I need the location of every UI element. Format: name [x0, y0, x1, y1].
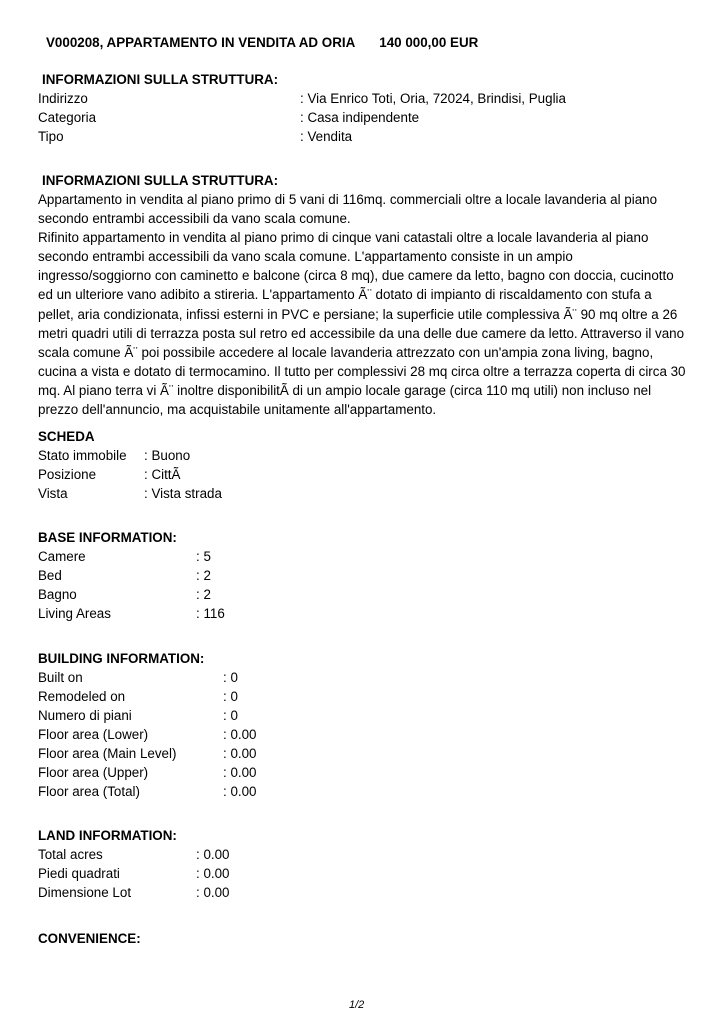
scheda-section [38, 427, 698, 503]
land-value: : 0.00 [196, 885, 230, 900]
base-row [38, 547, 698, 566]
building-label: Floor area (Main Level) [38, 746, 177, 761]
building-label: Floor area (Lower) [38, 727, 149, 742]
convenience-heading: CONVENIENCE: [38, 931, 141, 946]
listing-title [46, 35, 478, 50]
land-value: : 0.00 [196, 847, 230, 862]
description-paragraph: Rifinito appartamento in vendita al piano primo di cinque vani catastali oltre a locale lavanderia al piano secondo entrambi accessibili da vano scala comune. L'appartamento consiste in un ampio ingresso/soggiorno con caminetto e balcone (circa 8 mq), due camere da letto, bagno con doccia, cucinotto ed un ulteriore vano adibito a stireria. L'appartamento Ã¨ dotato di impianto di riscaldamento con stufa a pellet, aria condizionata, infissi esterni in PVC e persiane; la superficie utile complessiva Ã¨ 90 mq oltre a 26 metri quadri utili di terrazza posta sul retro ed accessibile da una delle due camere da letto. Attraverso il vano scala comune Ã¨ poi possibile accedere al locale lavanderia attrezzato con un'ampia zona living, bagno, cucina a vista e dotato di termocamino. Il tutto per complessivi 28 mq circa oltre a terrazza coperta di circa 30 mq. Al piano terra vi Ã¨ inoltre disponibilitÃ di un ampio locale garage (circa 110 mq utili) non incluso nel prezzo dell'annuncio, ma acquistabile unitamente all'appartamento. [38, 230, 686, 418]
building-row [38, 782, 698, 801]
base-label: Camere [38, 549, 86, 564]
convenience-section [38, 929, 698, 948]
scheda-row [38, 484, 698, 503]
building-row [38, 687, 698, 706]
description-paragraph: Appartamento in vendita al piano primo di 5 vani di 116mq. commerciali oltre a locale lavanderia al piano secondo entrambi accessibili da vano scala comune. [38, 192, 658, 227]
building-row [38, 744, 698, 763]
info-row [38, 89, 698, 108]
land-row [38, 864, 698, 883]
description-body [38, 190, 688, 419]
land-label: Piedi quadrati [38, 866, 120, 881]
listing-code-title: V000208, APPARTAMENTO IN VENDITA AD ORIA [46, 35, 356, 50]
base-value: : 2 [196, 568, 211, 583]
land-label: Dimensione Lot [38, 885, 132, 900]
building-label: Floor area (Total) [38, 784, 140, 799]
land-value: : 0.00 [196, 866, 230, 881]
base-value: : 5 [196, 549, 211, 564]
base-label: Bed [38, 568, 62, 583]
building-label: Built on [38, 670, 83, 685]
scheda-label: Stato immobile [38, 448, 127, 463]
base-information-heading: BASE INFORMATION: [38, 530, 177, 545]
building-value: : 0.00 [223, 784, 257, 799]
land-row [38, 845, 698, 864]
scheda-label: Vista [38, 486, 68, 501]
base-value: : 116 [196, 606, 225, 621]
building-row [38, 706, 698, 725]
building-information-heading: BUILDING INFORMATION: [38, 651, 205, 666]
page-number: 1/2 [349, 999, 365, 1011]
building-row [38, 725, 698, 744]
building-value: : 0.00 [223, 746, 257, 761]
land-row [38, 883, 698, 902]
scheda-row [38, 465, 698, 484]
base-row [38, 604, 698, 623]
base-label: Bagno [38, 587, 77, 602]
info-value: : Casa indipendente [300, 110, 420, 125]
base-row [38, 566, 698, 585]
building-value: : 0 [223, 708, 238, 723]
building-row [38, 668, 698, 687]
base-row [38, 585, 698, 604]
info-label: Indirizzo [38, 91, 88, 106]
land-information-section [38, 826, 698, 902]
building-label: Numero di piani [38, 708, 132, 723]
info-label: Categoria [38, 110, 97, 125]
struttura-section [38, 70, 698, 146]
description-heading: INFORMAZIONI SULLA STRUTTURA: [42, 173, 279, 188]
info-row [38, 108, 698, 127]
scheda-value: : Vista strada [144, 486, 222, 501]
struttura-heading: INFORMAZIONI SULLA STRUTTURA: [42, 72, 279, 87]
info-value: : Vendita [300, 129, 353, 144]
building-value: : 0.00 [223, 727, 257, 742]
building-row [38, 763, 698, 782]
info-row [38, 127, 698, 146]
scheda-row [38, 446, 698, 465]
base-value: : 2 [196, 587, 211, 602]
info-value: : Via Enrico Toti, Oria, 72024, Brindisi, Puglia [300, 91, 566, 106]
base-information-section [38, 528, 698, 623]
scheda-value: : CittÃ [144, 467, 181, 482]
scheda-heading: SCHEDA [38, 429, 95, 444]
building-value: : 0 [223, 689, 238, 704]
land-label: Total acres [38, 847, 103, 862]
scheda-label: Posizione [38, 467, 97, 482]
building-label: Remodeled on [38, 689, 126, 704]
description-section [38, 171, 698, 419]
building-value: : 0.00 [223, 765, 257, 780]
land-information-heading: LAND INFORMATION: [38, 828, 177, 843]
building-information-section [38, 649, 698, 801]
building-value: : 0 [223, 670, 238, 685]
scheda-value: : Buono [144, 448, 191, 463]
base-label: Living Areas [38, 606, 111, 621]
info-label: Tipo [38, 129, 64, 144]
building-label: Floor area (Upper) [38, 765, 149, 780]
listing-price: 140 000,00 EUR [379, 35, 479, 50]
